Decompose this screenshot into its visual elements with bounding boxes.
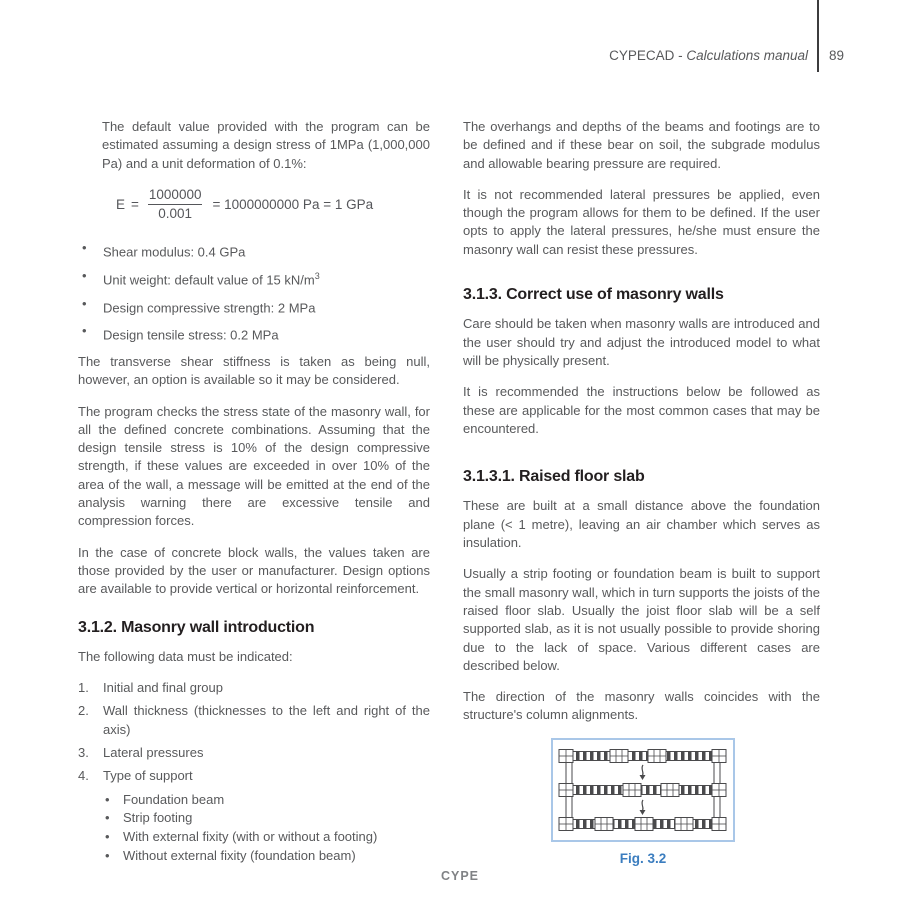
item-text: Type of support	[103, 768, 193, 784]
item-text: Initial and final group	[103, 680, 223, 696]
list-item-text: Unit weight: default value of 15 kN/m	[103, 272, 315, 288]
paragraph-direction: The direction of the masonry walls coincides with the structure's column alignments.	[463, 689, 820, 723]
list-item	[78, 295, 430, 318]
paragraph-transverse-shear: The transverse shear stiffness is taken as being null, however, an option is available so it may be considered.	[78, 353, 430, 388]
list-item: • Strip footing	[103, 809, 430, 827]
section-heading-raised-floor-slab: 3.1.3.1. Raised floor slab	[463, 468, 645, 486]
paragraph-built: These are built at a small distance above the foundation plane (< 1 metre), leaving an air chamber which serves as insulation.	[463, 498, 820, 551]
formula-denominator: 0.001	[148, 204, 202, 223]
figure-caption: Fig. 3.2	[619, 850, 667, 866]
list-item-text: Design compressive strength: 2 MPa	[103, 300, 316, 316]
superscript: 3	[314, 271, 320, 282]
paragraph-default-value: The default value provided with the program can be estimated assuming a design stress of 1MPa (1,000,000 Pa) and a unit deformation of 0.1%:	[102, 119, 430, 171]
list-item-text: Shear modulus: 0.4 GPa	[103, 244, 246, 260]
list-item-text: Design tensile stress: 0.2 MPa	[103, 327, 279, 343]
wall-data-numbered-list	[78, 679, 430, 785]
list-item	[78, 267, 430, 290]
paragraph-recommended: It is recommended the instructions below be followed as these are applicable for the most common cases that may be encountered.	[463, 384, 820, 436]
numbered-item	[78, 702, 430, 739]
section-heading-masonry-wall-introduction: 3.1.2. Masonry wall introduction	[78, 618, 315, 636]
paragraph-overhangs: The overhangs and depths of the beams and footings are to be defined and if these bear on soil, the subgrade modulus and allowable bearing pressure are required.	[463, 119, 820, 171]
numbered-item	[78, 744, 430, 762]
paragraph-concrete-block: In the case of concrete block walls, the values taken are those provided by the user or manufacturer. Design options are available to provide vertical or horizontal reinforcement.	[78, 544, 430, 597]
list-item: • Foundation beam	[103, 791, 430, 809]
figure-3-2	[551, 738, 735, 868]
footer-logo: CYPE	[440, 869, 480, 883]
paragraph-usually: Usually a strip footing or foundation beam is built to support the small masonry wall, which in turn supports the joists of the raised floor slab. Usually the joist floor slab will be a self supported slab, as it is not usually possible to provide shoring due to the lack of space. Various different cases are described below.	[463, 566, 820, 673]
paragraph-lateral-pressures: It is not recommended lateral pressures be applied, even though the program allows for them to be defined. If the user opts to apply the lateral pressures, he/she must ensure the masonry wall can resist these pressures.	[463, 186, 820, 257]
section-heading-correct-use: 3.1.3. Correct use of masonry walls	[463, 286, 724, 304]
manual-title-name: CYPECAD -	[609, 48, 687, 63]
numbered-item	[78, 679, 430, 697]
item-number: 3.	[78, 745, 89, 761]
left-column	[78, 118, 430, 866]
list-item: • With external fixity (with or without a footing)	[103, 828, 430, 846]
manual-title-subtitle: Calculations manual	[686, 48, 808, 63]
list-item: • Without external fixity (foundation beam)	[103, 847, 430, 865]
list-item	[78, 322, 430, 345]
figure-3-2-image	[551, 738, 735, 842]
item-number: 4.	[78, 768, 89, 784]
material-properties-list	[78, 239, 430, 345]
item-text: Lateral pressures	[103, 745, 204, 761]
formula-fraction	[145, 186, 206, 224]
numbered-item	[78, 767, 430, 785]
support-type-list	[103, 791, 430, 866]
header-divider-rule	[817, 0, 819, 72]
item-number: 1.	[78, 680, 89, 696]
masonry-wall-plan-drawing	[555, 743, 731, 837]
formula-result: = 1000000000 Pa = 1 GPa	[212, 196, 374, 212]
formula-lhs: E	[116, 196, 126, 212]
formula-numerator: 1000000	[148, 186, 202, 202]
manual-title	[609, 48, 808, 63]
item-text: Wall thickness (thicknesses to the left and right of the axis)	[103, 703, 430, 737]
paragraph-program-checks: The program checks the stress state of the masonry wall, for all the defined concrete combinations. Assuming that the design tensile stress is 10% of the design compressive strength, if these values are exceeded in over 10% of the area of the wall, a message will be emitted at the end of the analysis warning there are excessive tensile and compression forces.	[78, 403, 430, 529]
paragraph-care: Care should be taken when masonry walls are introduced and the user should try and adjust the introduced model to what will be physically present.	[463, 316, 820, 368]
right-column	[463, 118, 820, 868]
formula-equals: =	[131, 196, 139, 212]
list-item	[78, 239, 430, 262]
item-number: 2.	[78, 703, 89, 719]
paragraph-list-intro: The following data must be indicated:	[78, 648, 293, 664]
page-number: 89	[829, 48, 845, 63]
formula-elastic-modulus	[116, 186, 430, 224]
